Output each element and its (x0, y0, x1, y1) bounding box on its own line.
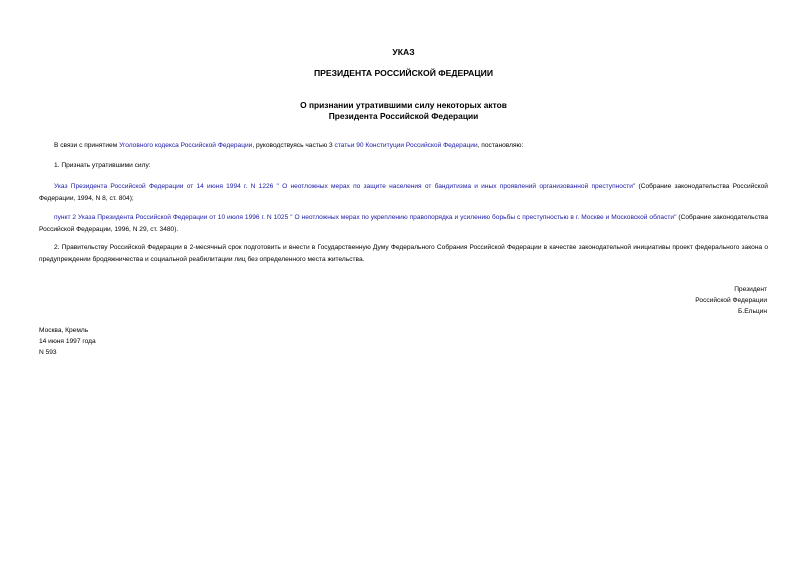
signature-name: Б.Ельцин (738, 308, 767, 315)
signing-place: Москва, Кремль (39, 327, 89, 334)
document-type-heading: УКАЗ (392, 47, 415, 57)
constitution-article-link[interactable]: статьи 90 Конституции Российской Федерации (334, 142, 478, 149)
act-1-paragraph (39, 181, 768, 204)
signature-title: Президент (734, 286, 767, 293)
document-number: N 593 (39, 349, 57, 356)
signature-block (567, 284, 767, 317)
signature-country: Российской Федерации (695, 297, 767, 304)
item-2-paragraph (39, 242, 768, 265)
preamble-text-before: В связи с принятием (54, 142, 120, 149)
preamble-paragraph (39, 140, 768, 152)
item-1-text: 1. Признать утратившими силу: (54, 162, 151, 169)
subject-line-2: Президента Российской Федерации (328, 111, 479, 121)
criminal-code-link[interactable]: Уголовного кодекса Российской Федерации (119, 142, 253, 149)
act-2-source-text: (Собрание законодательства Российской Федерации, 1996, N 29, ст. 3480). (39, 214, 768, 233)
preamble-text-mid: , руководствуясь частью 3 (252, 142, 335, 149)
act-1-source-text: (Собрание законодательства Российской Федерации, 1994, N 8, ст. 804); (39, 183, 768, 202)
decree-1025-link[interactable]: пункт 2 Указа Президента Российской Федерации от 10 июля 1996 г. N 1025 " О неотложных мерах по укреплению правопорядка и усилению борьбы с преступностью в г. Москве и Московской области" (54, 214, 677, 221)
item-2-text: 2. Правительству Российской Федерации в 2-месячный срок подготовить и внести в Государственную Думу Федерального Собрания Российской Федерации в качестве законодательной инициативы проект федерального закона о предупреждении бродяжничества и социальной реабилитации лиц без определенного места жительства. (39, 244, 768, 263)
signing-date: 14 июня 1997 года (39, 338, 96, 345)
issuer-heading: ПРЕЗИДЕНТА РОССИЙСКОЙ ФЕДЕРАЦИИ (313, 68, 494, 78)
preamble-text-after: , постановляю: (477, 142, 524, 149)
decree-1226-link[interactable]: Указ Президента Российской Федерации от 14 июня 1994 г. N 1226 " О неотложных мерах по защите населения от бандитизма и иных проявлений организованной преступности" (54, 183, 636, 190)
subject-line-1: О признании утратившими силу некоторых актов (300, 100, 507, 110)
act-2-paragraph (39, 212, 768, 235)
place-date-block (39, 325, 239, 358)
item-1-paragraph (39, 160, 768, 172)
